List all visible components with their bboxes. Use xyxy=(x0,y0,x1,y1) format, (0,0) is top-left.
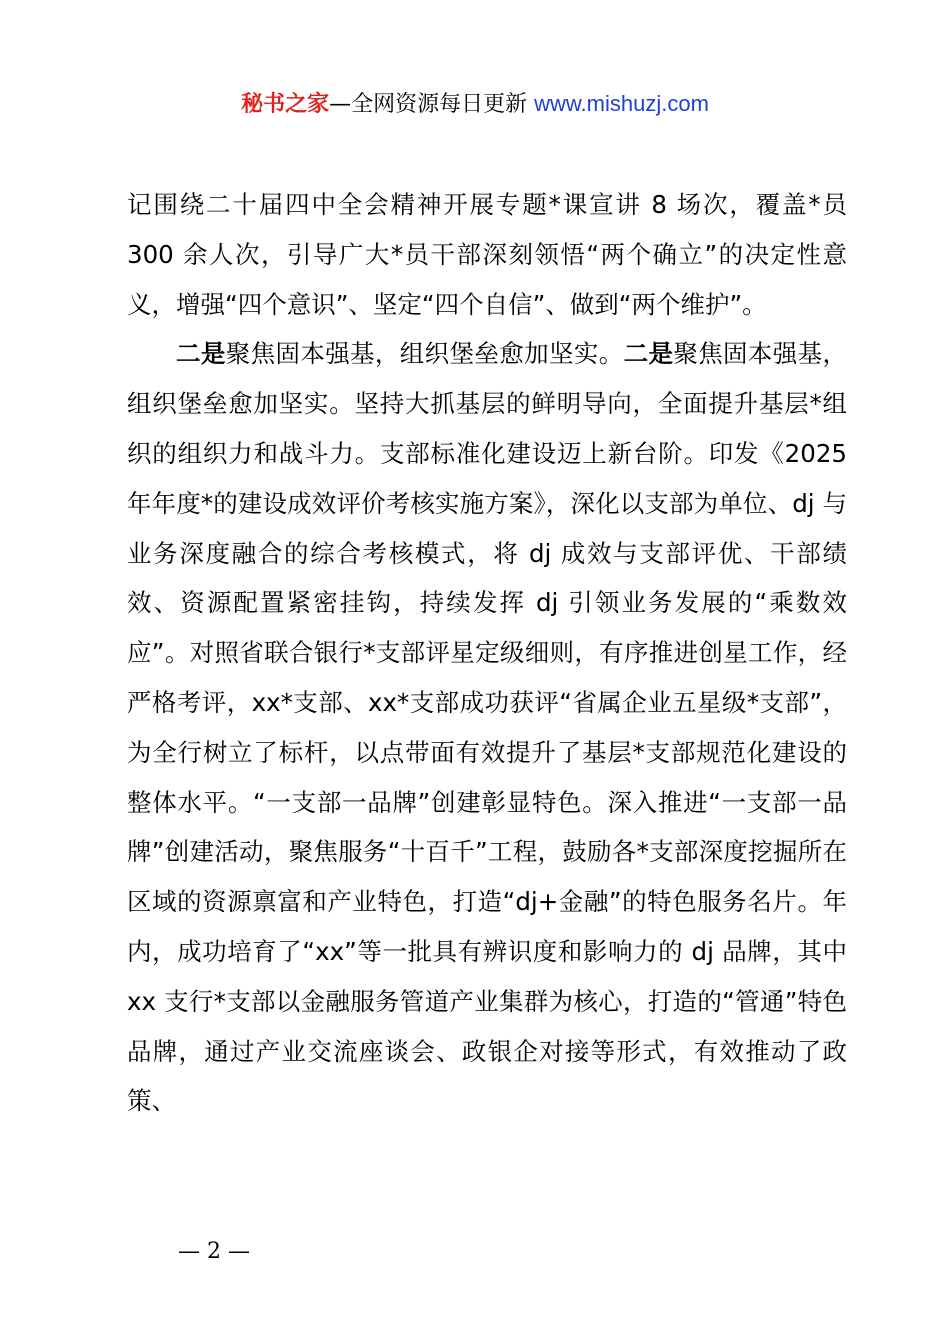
site-tagline: —全网资源每日更新 xyxy=(329,92,528,117)
body-paragraph-1: 记围绕二十届四中全会精神开展专题*课宣讲 8 场次，覆盖*员 300 余人次，引导广大*员干部深刻领悟“两个确立”的决定性意义，增强“四个意识”、坚定“四个自信”、做到“两个维护”。 xyxy=(127,190,847,319)
site-header xyxy=(0,88,950,121)
paragraph-lead-heading-repeat: 二是 xyxy=(623,339,674,369)
paragraph-lead-subheading: 聚焦固本强基，组织堡垒愈加坚实。 xyxy=(225,339,624,369)
site-brand: 秘书之家 xyxy=(241,92,330,117)
body-paragraph-2 xyxy=(127,329,847,1126)
paragraph-lead-heading: 二是 xyxy=(176,339,226,369)
document-body xyxy=(127,180,847,1126)
site-url-link[interactable]: www.mishuzj.com xyxy=(534,91,709,116)
paragraph-body-text: 聚焦固本强基，组织堡垒愈加坚实。坚持大抓基层的鲜明导向，全面提升基层*组织的组织力和战斗力。支部标准化建设迈上新台阶。印发《2025 年年度*的建设成效评价考核实施方案》，深化以支部为单位、dj 与业务深度融合的综合考核模式，将 dj 成效与支部评优、干部绩效、资源配置紧密挂钩，持续发挥 dj 引领业务发展的“乘数效应”。对照省联合银行*支部评星定级细则，有序推进创星工作，经严格考评，xx*支部、xx*支部成功获评“省属企业五星级*支部”，为全行树立了标杆，以点带面有效提升了基层*支部规范化建设的整体水平。“一支部一品牌”创建彰显特色。深入推进“一支部一品牌”创建活动，聚焦服务“十百千”工程，鼓励各*支部深度挖掘所在区域的资源禀富和产业特色，打造“dj+金融”的特色服务名片。年内，成功培育了“xx”等一批具有辨识度和影响力的 dj 品牌，其中 xx 支行*支部以金融服务管道产业集群为核心，打造的“管通”特色品牌，通过产业交流座谈会、政银企对接等形式，有效推动了政策、 xyxy=(127,339,848,1116)
page-number: — 2 — xyxy=(178,1239,250,1264)
